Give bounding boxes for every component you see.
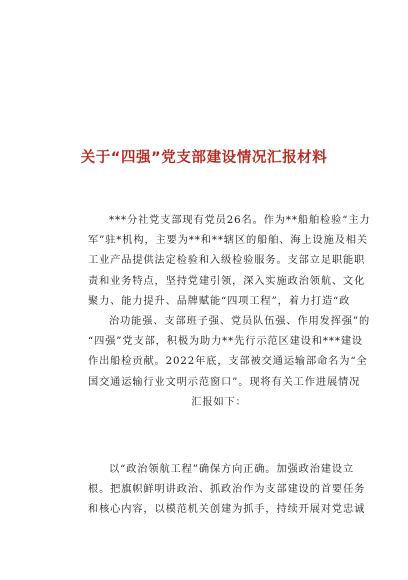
document-title: 关于“四强”党支部建设情况汇报材料	[80, 150, 328, 166]
paragraph-line: 责和业务特点，坚持党建引领，深入实施政治领航、文化	[88, 275, 366, 287]
paragraph-line: 根。把旗帜鲜明讲政治、抓政治作为支部建设的首要任务	[88, 484, 366, 496]
paragraph-line: 和核心内容，以模范机关创建为抓手，持续开展对党忠诚	[88, 504, 366, 516]
paragraph-line: 作出船检贡献。2022年底，支部被交通运输部命名为“全	[88, 356, 368, 368]
section-paragraph	[88, 460, 366, 521]
paragraph-line: 聚力、能力提升、品牌赋能“四项工程”，着力打造“政	[88, 295, 351, 307]
paragraph-line: 军”驻*机构，主要为**和**辖区的船舶、海上设施及相关	[88, 235, 368, 247]
paragraph-line: 以“政治领航工程”确保方向正确。加强政治建设立	[109, 464, 355, 475]
paragraph-line: ***分社党支部现有党员26名。作为**船舶检验“主力	[109, 215, 371, 226]
paragraph-line: 汇报如下：	[191, 396, 247, 408]
intro-paragraph	[88, 211, 371, 413]
paragraph-line: 治功能强、支部班子强、党员队伍强、作用发挥强”的	[109, 316, 371, 328]
paragraph-line: 国交通运输行业文明示范窗口”。现将有关工作进展情况	[88, 376, 361, 388]
paragraph-line: 工业产品提供法定检验和入级检验服务。支部立足职能职	[88, 255, 366, 267]
paragraph-line: “四强”党支部，积极为助力**先行示范区建设和***建设	[88, 336, 364, 348]
